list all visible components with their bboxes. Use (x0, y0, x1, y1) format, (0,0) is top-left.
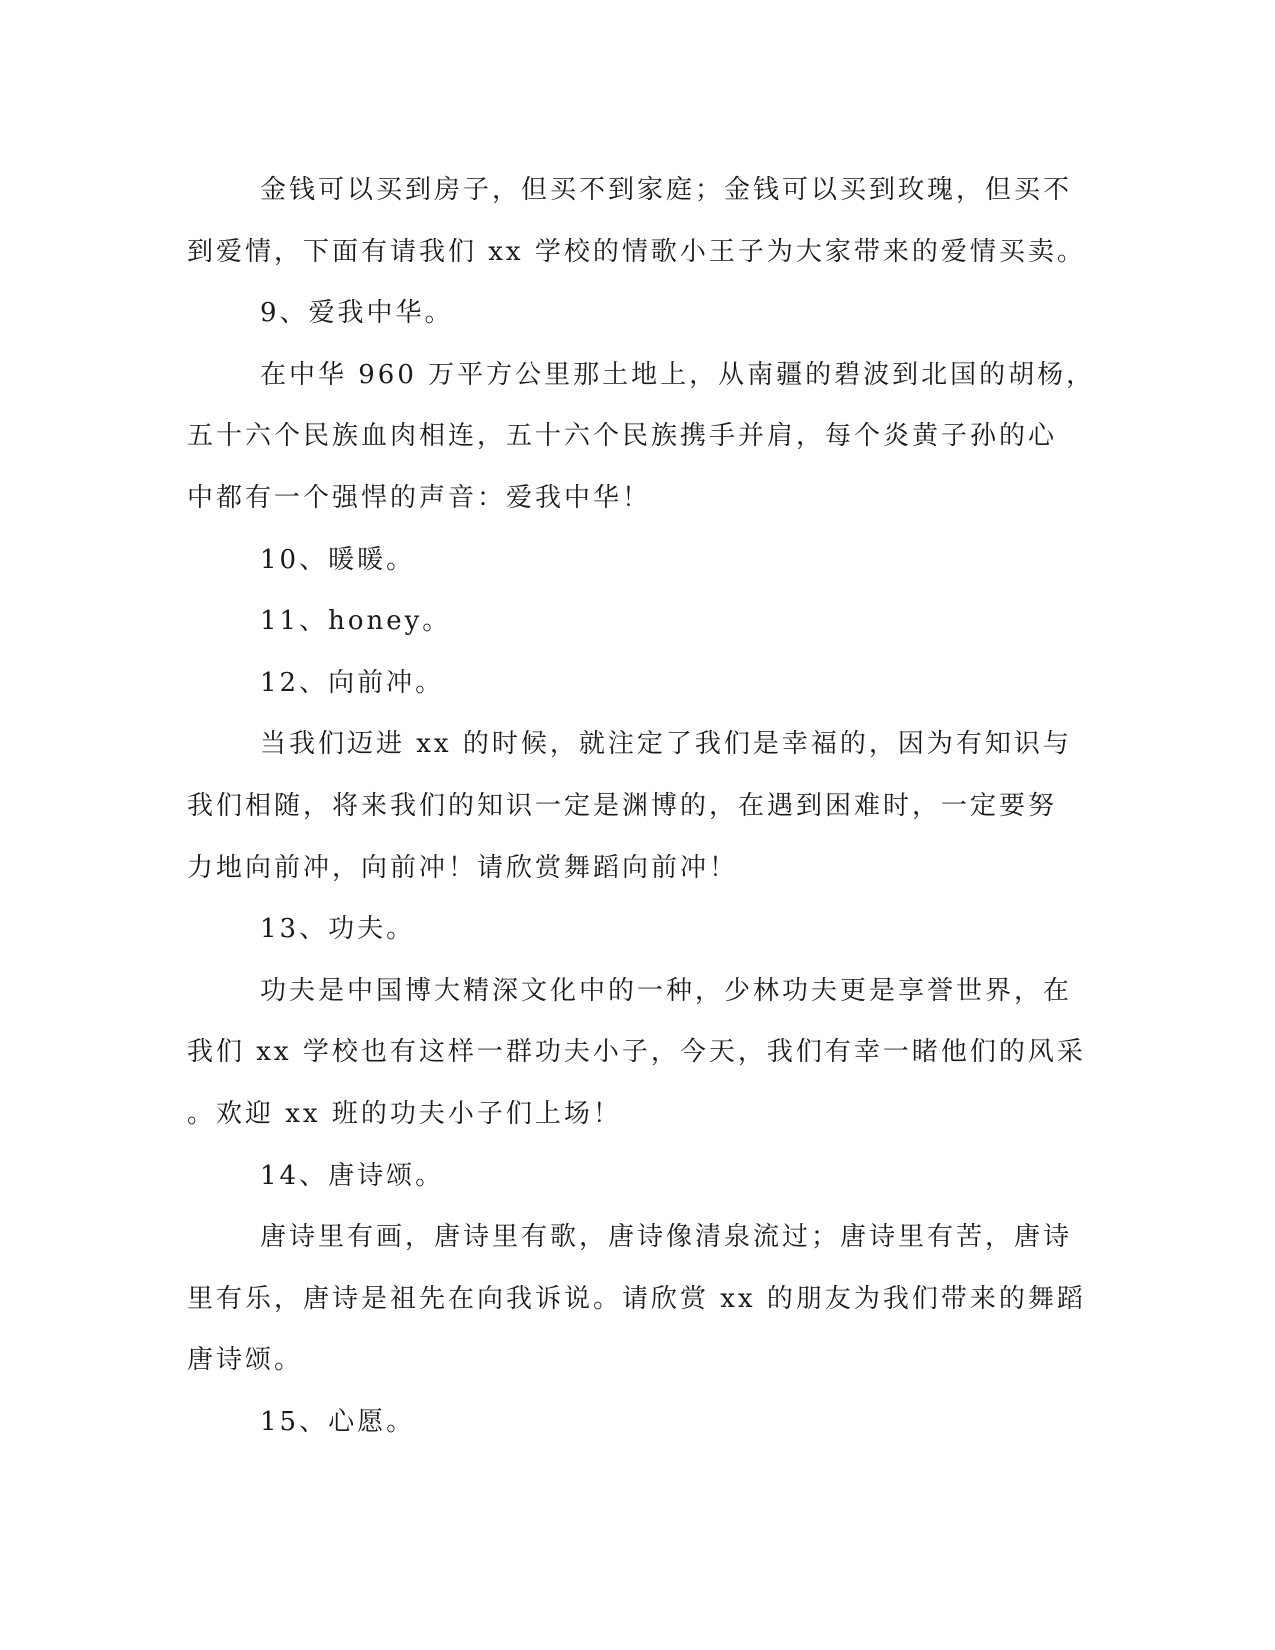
text-line: 功夫是中国博大精深文化中的一种，少林功夫更是享誉世界，在 (260, 975, 1073, 1006)
text-line: 唐诗里有画，唐诗里有歌，唐诗像清泉流过；唐诗里有苦，唐诗 (260, 1222, 1073, 1253)
document-body (187, 160, 1096, 1453)
item-heading: 9、爱我中华。 (260, 298, 454, 329)
text-line: 五十六个民族血肉相连，五十六个民族携手并肩，每个炎黄子孙的心 (187, 421, 1058, 452)
text-line: 我们 xx 学校也有这样一群功夫小子，今天，我们有幸一睹他们的风采 (187, 1037, 1086, 1068)
text-line: 金钱可以买到房子，但买不到家庭；金钱可以买到玫瑰，但买不 (260, 175, 1073, 205)
item-heading: 15、心愿。 (260, 1406, 416, 1437)
text-line: 当我们迈进 xx 的时候，就注定了我们是幸福的，因为有知识与 (260, 729, 1072, 760)
text-line: 在中华 960 万平方公里那土地上，从南疆的碧波到北国的胡杨， (260, 359, 1096, 390)
text-line: 到爱情，下面有请我们 xx 学校的情歌小王子为大家带来的爱情买卖。 (187, 236, 1086, 267)
text-line: 。欢迎 xx 班的功夫小子们上场！ (187, 1098, 622, 1129)
text-line: 唐诗颂。 (187, 1345, 304, 1376)
item-heading: 14、唐诗颂。 (260, 1160, 445, 1191)
text-line: 力地向前冲，向前冲！请欣赏舞蹈向前冲！ (187, 852, 739, 883)
text-line: 我们相随，将来我们的知识一定是渊博的，在遇到困难时，一定要努 (187, 790, 1058, 821)
item-heading: 11、honey。 (260, 606, 452, 637)
text-line: 中都有一个强悍的声音：爱我中华！ (187, 482, 652, 513)
text-line: 里有乐，唐诗是祖先在向我诉说。请欣赏 xx 的朋友为我们带来的舞蹈 (187, 1283, 1086, 1314)
item-heading: 13、功夫。 (260, 914, 416, 945)
item-heading: 10、暖暖。 (260, 544, 416, 575)
item-heading: 12、向前冲。 (260, 667, 445, 698)
